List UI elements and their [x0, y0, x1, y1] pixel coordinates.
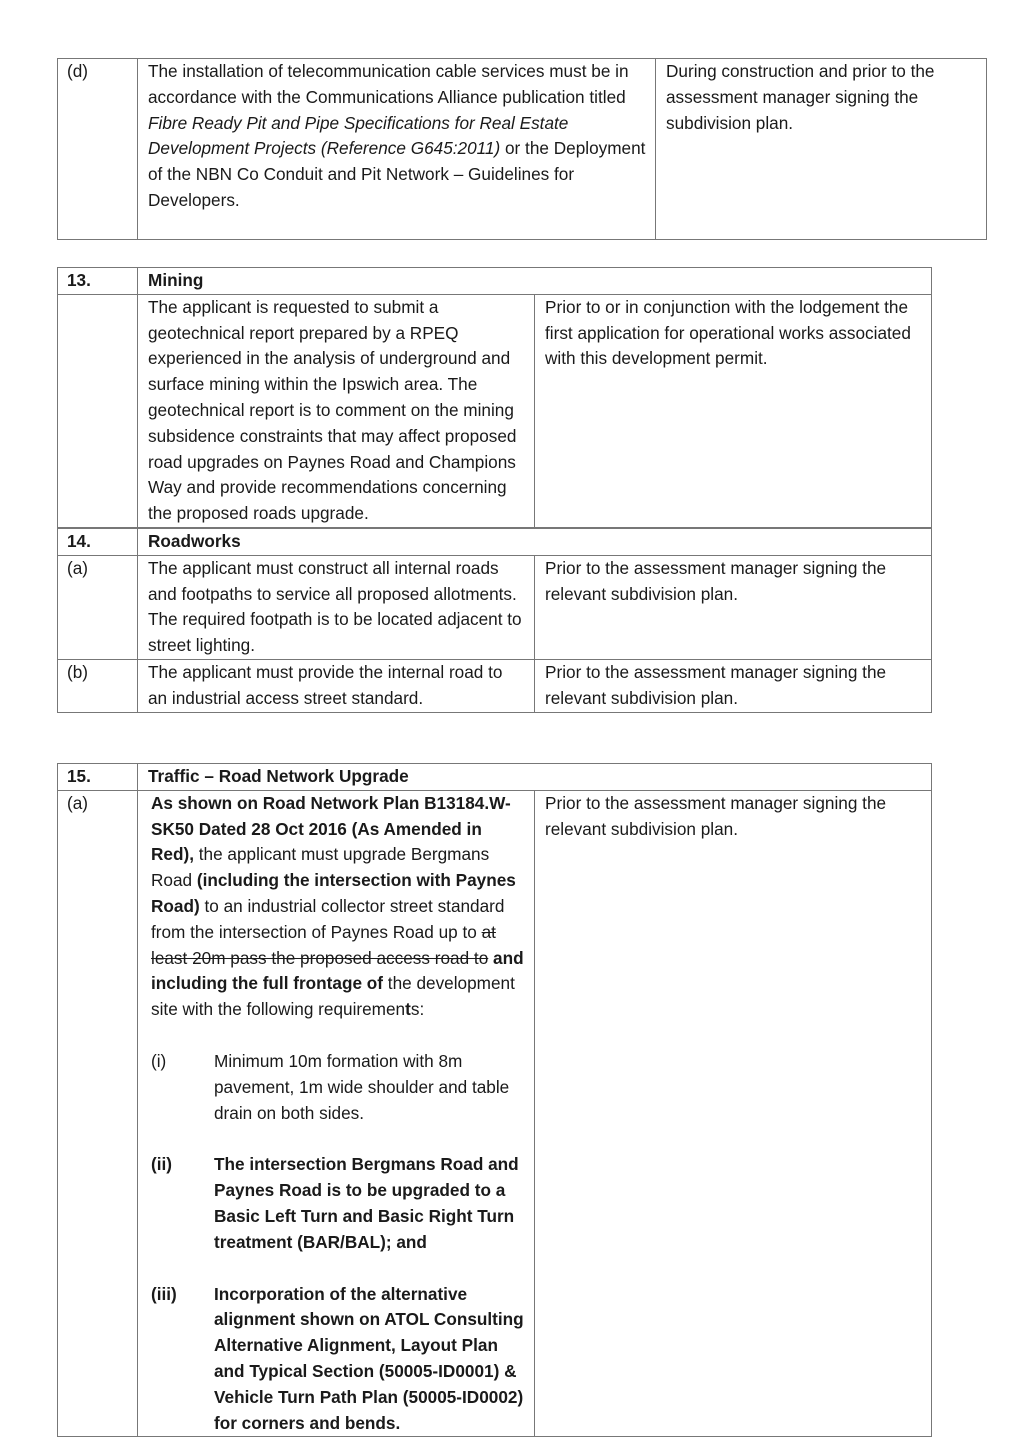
condition-text: The applicant is requested to submit a geotechnical report prepared by a RPEQ experienced in the analysis of underground and surface mining within the Ipswich area. The geotechnical report is to comment on the mining subsidence constraints that may affect proposed road upgrades on Paynes Road and Champions Way and provide recommendations concerning the proposed roads upgrade.: [138, 294, 535, 527]
table-row: [58, 555, 932, 659]
table-header-row: [58, 268, 932, 295]
sub-item: [151, 1152, 526, 1255]
sub-item-text: Minimum 10m formation with 8m pavement, 1m wide shoulder and table drain on both sides.: [214, 1050, 510, 1123]
sub-item: [151, 1049, 526, 1126]
item-number: (b): [58, 659, 138, 712]
table-row: [58, 790, 932, 1437]
item-timing: Prior to the assessment manager signing the relevant subdivision plan.: [535, 790, 932, 1437]
item-timing: Prior to the assessment manager signing the relevant subdivision plan.: [535, 659, 932, 712]
condition-timing: Prior to or in conjunction with the lodgement the first application for operational works associated with this development permit.: [535, 294, 932, 527]
condition-number: 15.: [58, 764, 138, 791]
condition-15-table: [57, 763, 932, 1437]
condition-d-table: [57, 58, 987, 240]
item-text: [138, 790, 535, 1437]
table-row: [58, 59, 987, 240]
condition-number-empty: [58, 294, 138, 527]
table-row: [58, 294, 932, 527]
item-paragraph: As shown on Road Network Plan B13184.W-SK50 Dated 28 Oct 2016 (As Amended in Red), the applicant must upgrade Bergmans Road (including the intersection with Paynes Road) to an industrial collector street standard from the intersection of Paynes Road up to at least 20m pass the proposed access road to and including the full frontage of the development site with the following requirements:: [151, 792, 524, 1020]
table-header-row: [58, 529, 932, 556]
condition-title: Mining: [138, 268, 932, 295]
condition-text: The installation of telecommunication cable services must be in accordance with the Communications Alliance publication titled Fibre Ready Pit and Pipe Specifications for Real Estate Development Projects (Reference G645:2011) or the Deployment of the NBN Co Conduit and Pit Network – Guidelines for Developers.: [138, 59, 656, 240]
condition-13-table: [57, 267, 932, 528]
sub-item-number: (iii): [151, 1283, 177, 1304]
item-text: The applicant must provide the internal road to an industrial access street standard.: [138, 659, 535, 712]
condition-title: Roadworks: [138, 529, 932, 556]
sub-item-text: Incorporation of the alternative alignment shown on ATOL Consulting Alternative Alignment, Layout Plan and Typical Section (50005-ID0001) & Vehicle Turn Path Plan (50005-ID0002) for corners and bends.: [214, 1283, 524, 1433]
sub-item-number: (ii): [151, 1154, 172, 1175]
condition-14-table: [57, 528, 932, 713]
sub-item: [151, 1282, 526, 1437]
table-row: [58, 659, 932, 712]
struck-text: at least 20m pass the proposed access road to: [151, 921, 496, 968]
item-number: (a): [58, 555, 138, 659]
condition-number: 13.: [58, 268, 138, 295]
item-number: (a): [58, 790, 138, 1437]
item-timing: Prior to the assessment manager signing the relevant subdivision plan.: [535, 555, 932, 659]
condition-title: Traffic – Road Network Upgrade: [138, 764, 932, 791]
condition-number: (d): [58, 59, 138, 240]
condition-number: 14.: [58, 529, 138, 556]
condition-timing: During construction and prior to the assessment manager signing the subdivision plan.: [656, 59, 987, 240]
table-header-row: [58, 764, 932, 791]
sub-item-text: The intersection Bergmans Road and Paynes Road is to be upgraded to a Basic Left Turn and Basic Right Turn treatment (BAR/BAL); and: [214, 1154, 519, 1252]
item-text: The applicant must construct all internal roads and footpaths to service all proposed allotments. The required footpath is to be located adjacent to street lighting.: [138, 555, 535, 659]
sub-item-number: (i): [151, 1050, 167, 1071]
